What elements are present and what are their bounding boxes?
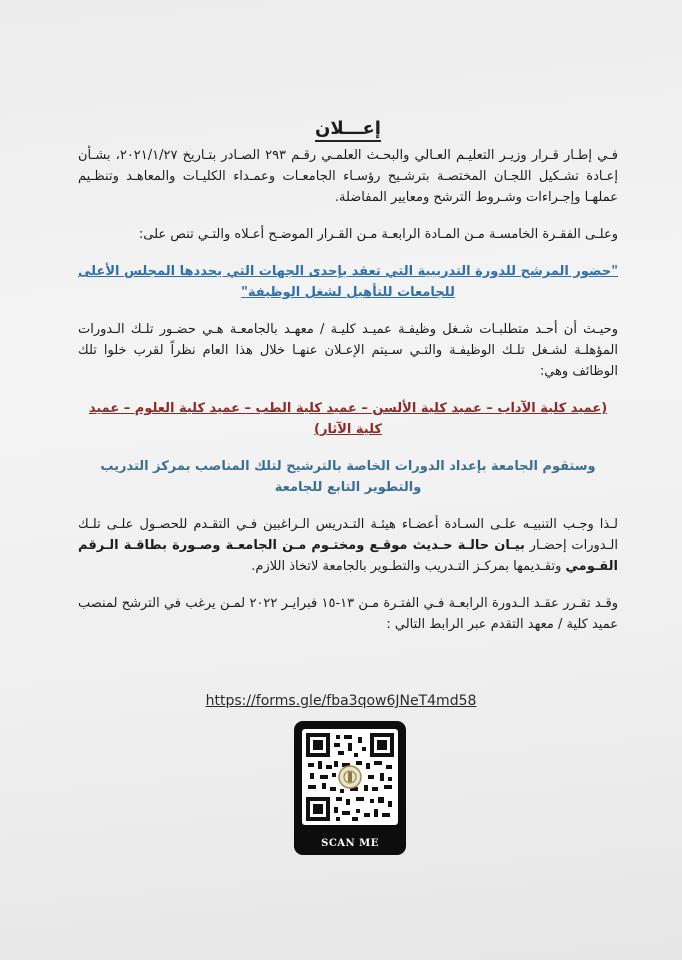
notice-text-end: وتقـديمها بمركـز التـدريب والتطـوير بالجامعة لاتخاذ اللازم. [251,559,562,574]
announcement-document [78,118,618,635]
qr-code-icon [306,733,394,821]
intro-paragraph: فـي إطـار قـرار وزيـر التعليـم العـالي والبحـث العلمـي رقـم ٢٩٣ الصـادر بتـاريخ ٢٠٢١/١/٢٧، بشـأن إعـادة تشـكيل اللجـان المختصـة بترشـيح رؤسـاء الجامعـات وعمـداء الكليـات والمعاهـد وتنظـيم عملهـا وإجـراءات وشـروط الترشح ومعايير المفاضلة. [78,148,618,205]
positions-list: (عميد كلية الآداب – عميد كلية الألسن – عميد كلية الطب – عميد كلية العلوم – عميد كلية الآثار) [88,401,608,437]
scan-me-label: SCAN ME [321,838,379,849]
requirement-paragraph: وحيـث أن أحـد متطلبـات شـغل وظيفـة عميـد كليـة / معهـد بالجامعـة هـي حضـور تلـك الـدورات المؤهلـة لشـغل تلـك الوظيفـة والتـي سـيتم الإعـلان عنهـا خلال هذا العام نظراً لقرب خلوا تلك الوظائف وهي: [78,322,618,379]
schedule-paragraph: وقـد تقـرر عقـد الـدورة الرابعـة فـي الفتـرة مـن ١٣-١٥ فبرايـر ٢٠٢٢ لمـن يرغب في الترشح لمنصب عميد كلية / معهد التقدم عبر الرابط التالي : [78,596,618,632]
training-paragraph: وستقوم الجامعة بإعداد الدورات الخاصة بالترشيح لتلك المناصب بمركز التدريب والتطوير التابع للجامعة [100,459,596,495]
quoted-clause: "حضور المرشح للدورة التدريبية التي تعقد بإحدى الجهات التي يحددها المجلس الأعلى للجامعات للتأهيل لشغل الوظيفة" [78,264,618,300]
notice-paragraph [78,514,618,577]
announcement-title: إعـــلان [78,118,618,139]
notice-required-documents: بيـان حالـة حـديث موقـع ومختـوم مـن الجامعـة وصـورة بطاقـة الـرقم القـومي [78,538,618,574]
qr-code-image [302,729,398,825]
registration-link[interactable]: https://forms.gle/fba3qow6JNeT4md58 [205,693,477,709]
clause-paragraph: وعلـى الفقـرة الخامسـة مـن المـادة الرابعـة مـن القـرار الموضـح أعـلاه والتـي تنص على: [138,227,618,242]
qr-code-card[interactable] [294,721,406,855]
notice-text-start: لـذا وجـب التنبيـه علـى السـادة أعضـاء هيئـة التـدريس الـراغبين فـي التقـدم للحصـول علـى تلـك الـدورات إحضـار [78,517,618,553]
